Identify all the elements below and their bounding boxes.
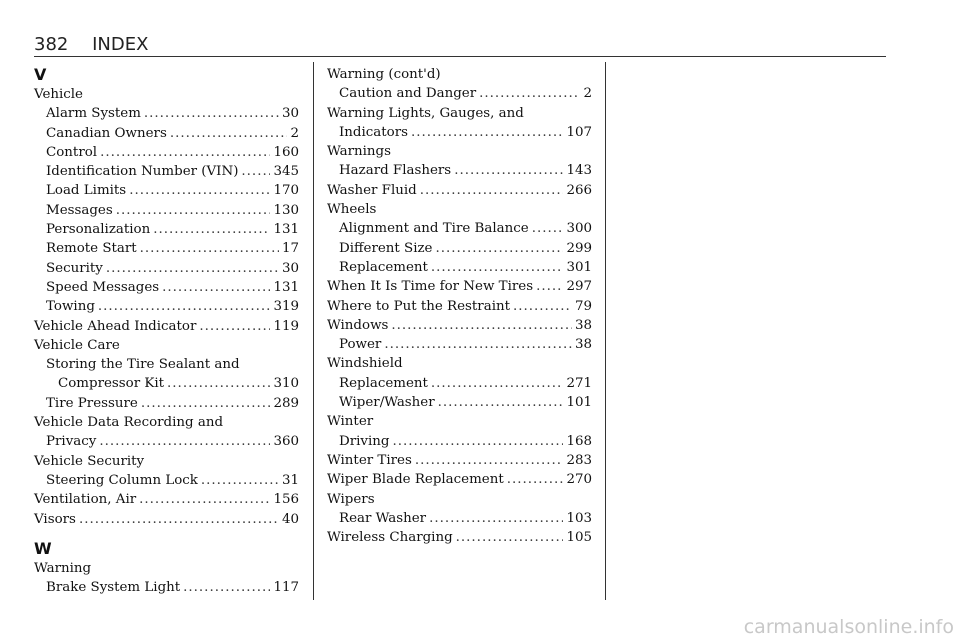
index-page-number: 38 bbox=[574, 317, 592, 333]
index-entry bbox=[327, 528, 592, 547]
index-page-number: 168 bbox=[566, 433, 592, 449]
dot-leader bbox=[153, 220, 270, 239]
index-entry bbox=[327, 239, 592, 258]
index-entry bbox=[327, 335, 592, 354]
dot-leader bbox=[431, 258, 564, 277]
index-entry-text: Alarm System bbox=[46, 106, 141, 122]
index-entry bbox=[327, 470, 592, 489]
dot-leader bbox=[429, 509, 563, 528]
dot-leader bbox=[415, 451, 564, 470]
dot-leader bbox=[98, 297, 271, 316]
column-divider bbox=[313, 62, 314, 600]
index-page-number: 345 bbox=[273, 164, 299, 180]
index-page-number: 360 bbox=[273, 434, 299, 450]
dot-leader bbox=[100, 143, 270, 162]
dot-leader bbox=[162, 278, 270, 297]
index-heading bbox=[327, 412, 592, 431]
dot-leader bbox=[454, 161, 563, 180]
index-entry bbox=[327, 297, 592, 316]
index-page-number: 119 bbox=[273, 318, 299, 334]
index-entry bbox=[34, 220, 299, 239]
index-entry-text: Warning (cont'd) bbox=[327, 67, 441, 82]
dot-leader bbox=[513, 297, 572, 316]
index-page-number: 31 bbox=[281, 472, 299, 488]
index-page-number: 105 bbox=[566, 530, 592, 546]
dot-leader bbox=[141, 394, 271, 413]
index-entry bbox=[327, 219, 592, 238]
index-entry-text: Winter Tires bbox=[327, 452, 412, 468]
index-entry-text: Warning bbox=[34, 560, 92, 576]
index-entry bbox=[327, 277, 592, 296]
index-entry bbox=[327, 161, 592, 180]
index-entry bbox=[34, 432, 299, 451]
index-entry bbox=[327, 258, 592, 277]
index-entry-text: Washer Fluid bbox=[327, 182, 417, 198]
index-page-number: 30 bbox=[281, 260, 299, 276]
index-page-number: 2 bbox=[583, 86, 592, 102]
index-entry-text: Where to Put the Restraint bbox=[327, 298, 510, 314]
dot-leader bbox=[241, 162, 270, 181]
index-page-number: 130 bbox=[273, 202, 299, 218]
dot-leader bbox=[129, 181, 270, 200]
index-entry-text: Wiper/Washer bbox=[339, 395, 435, 411]
index-entry-text: Vehicle Care bbox=[34, 337, 120, 353]
index-entry bbox=[327, 393, 592, 412]
index-entry bbox=[34, 162, 299, 181]
index-entry-text: Replacement bbox=[339, 375, 428, 391]
index-entry-text: Wiper Blade Replacement bbox=[327, 472, 504, 488]
index-entry bbox=[34, 374, 299, 393]
index-heading bbox=[327, 65, 592, 84]
index-page-number: 2 bbox=[290, 125, 299, 141]
index-page-number: 38 bbox=[574, 337, 592, 353]
index-entry-text: Ventilation, Air bbox=[34, 492, 137, 508]
index-heading bbox=[327, 490, 592, 509]
index-entry-text: Security bbox=[46, 260, 103, 276]
index-heading bbox=[327, 142, 592, 161]
dot-leader bbox=[456, 528, 564, 547]
index-entry bbox=[34, 578, 299, 597]
index-page-number: 160 bbox=[273, 144, 299, 160]
index-entry-text: Wheels bbox=[327, 202, 377, 218]
index-entry bbox=[34, 278, 299, 297]
index-entry-text: Wireless Charging bbox=[327, 530, 453, 546]
index-entry bbox=[34, 510, 299, 529]
dot-leader bbox=[106, 259, 279, 278]
index-heading bbox=[34, 413, 299, 432]
dot-leader bbox=[116, 201, 271, 220]
index-entry bbox=[327, 123, 592, 142]
index-entry-text: Wipers bbox=[327, 491, 375, 507]
column-divider bbox=[605, 62, 606, 600]
index-entry-text: Replacement bbox=[339, 259, 428, 275]
index-column-1 bbox=[34, 65, 299, 597]
index-page-number: 299 bbox=[566, 240, 592, 256]
index-entry bbox=[34, 143, 299, 162]
index-entry bbox=[34, 490, 299, 509]
index-heading bbox=[34, 452, 299, 471]
index-entry bbox=[34, 297, 299, 316]
dot-leader bbox=[384, 335, 572, 354]
dot-leader bbox=[201, 471, 279, 490]
index-page-number: 107 bbox=[566, 124, 592, 140]
index-page-number: 283 bbox=[566, 452, 592, 468]
index-page-number: 131 bbox=[273, 222, 299, 238]
dot-leader bbox=[391, 316, 572, 335]
index-entry-text: Compressor Kit bbox=[58, 376, 165, 392]
page-header bbox=[34, 34, 148, 55]
index-page-number: 266 bbox=[566, 182, 592, 198]
index-entry-text: Towing bbox=[46, 299, 95, 315]
dot-leader bbox=[532, 219, 564, 238]
index-page-number: 270 bbox=[566, 472, 592, 488]
index-entry-text: Windows bbox=[327, 317, 389, 333]
index-entry-text: Brake System Light bbox=[46, 580, 181, 596]
index-entry bbox=[327, 509, 592, 528]
dot-leader bbox=[144, 104, 279, 123]
index-entry bbox=[34, 259, 299, 278]
index-entry-text: Indicators bbox=[339, 124, 408, 140]
dot-leader bbox=[507, 470, 564, 489]
dot-leader bbox=[438, 393, 564, 412]
index-entry bbox=[34, 124, 299, 143]
dot-leader bbox=[411, 123, 563, 142]
index-page-number: 301 bbox=[566, 259, 592, 275]
index-heading bbox=[327, 104, 592, 123]
index-page-number: 310 bbox=[273, 376, 299, 392]
index-page-number: 297 bbox=[566, 279, 592, 295]
index-entry-text: Tire Pressure bbox=[46, 395, 138, 411]
index-page-number: 143 bbox=[566, 163, 592, 179]
index-page-number: 289 bbox=[273, 395, 299, 411]
index-entry bbox=[327, 432, 592, 451]
index-entry-text: Vehicle Security bbox=[34, 453, 145, 469]
index-entry-text: When It Is Time for New Tires bbox=[327, 279, 534, 295]
index-entry-text: Windshield bbox=[327, 356, 403, 372]
dot-leader bbox=[420, 181, 564, 200]
dot-leader bbox=[140, 239, 279, 258]
index-page-number: 79 bbox=[574, 298, 592, 314]
index-page-number: 103 bbox=[566, 510, 592, 526]
index-entry bbox=[327, 316, 592, 335]
index-letter-heading: V bbox=[34, 65, 47, 84]
index-heading bbox=[34, 559, 299, 578]
dot-leader bbox=[199, 317, 270, 336]
index-entry-text: Warning Lights, Gauges, and bbox=[327, 105, 524, 121]
dot-leader bbox=[99, 432, 270, 451]
index-entry-text: Different Size bbox=[339, 240, 433, 256]
header-rule bbox=[34, 56, 886, 57]
index-entry-text: Speed Messages bbox=[46, 279, 160, 295]
index-entry-text: Alignment and Tire Balance bbox=[339, 221, 529, 237]
index-page-number: 271 bbox=[566, 375, 592, 391]
index-entry-text: Warnings bbox=[327, 144, 391, 160]
index-entry bbox=[34, 317, 299, 336]
page-number: 382 bbox=[34, 34, 69, 55]
index-page-number: 300 bbox=[566, 221, 592, 237]
index-entry-text: Storing the Tire Sealant and bbox=[46, 357, 240, 373]
index-entry bbox=[327, 374, 592, 393]
index-entry-text: Visors bbox=[34, 511, 76, 527]
index-letter-heading: W bbox=[34, 538, 52, 558]
index-entry-text: Personalization bbox=[46, 222, 151, 238]
index-heading bbox=[327, 354, 592, 373]
page-title: INDEX bbox=[92, 34, 149, 55]
index-entry-text: Vehicle Ahead Indicator bbox=[34, 318, 197, 334]
index-entry bbox=[34, 471, 299, 490]
dot-leader bbox=[170, 124, 288, 143]
dot-leader bbox=[139, 490, 270, 509]
index-entry-text: Power bbox=[339, 337, 382, 353]
index-entry-text: Vehicle Data Recording and bbox=[34, 415, 224, 431]
index-column-2 bbox=[327, 65, 592, 547]
index-page-number: 156 bbox=[273, 492, 299, 508]
index-entry-text: Privacy bbox=[46, 434, 97, 450]
index-entry bbox=[34, 239, 299, 258]
index-entry-text: Hazard Flashers bbox=[339, 163, 452, 179]
index-page-number: 131 bbox=[273, 279, 299, 295]
dot-leader bbox=[431, 374, 564, 393]
index-entry bbox=[34, 181, 299, 200]
dot-leader bbox=[435, 239, 563, 258]
index-page-number: 101 bbox=[566, 395, 592, 411]
index-entry-text: Control bbox=[46, 144, 98, 160]
index-entry-text: Vehicle bbox=[34, 87, 83, 102]
index-page-number: 17 bbox=[281, 241, 299, 257]
index-entry-text: Identification Number (VIN) bbox=[46, 164, 239, 180]
index-page-number: 30 bbox=[281, 106, 299, 122]
index-entry bbox=[327, 181, 592, 200]
dot-leader bbox=[183, 578, 270, 597]
index-heading bbox=[327, 200, 592, 219]
index-entry bbox=[34, 201, 299, 220]
dot-leader bbox=[392, 432, 563, 451]
index-heading bbox=[34, 85, 299, 104]
index-entry-text: Rear Washer bbox=[339, 510, 427, 526]
index-page-number: 40 bbox=[281, 511, 299, 527]
index-page-number: 117 bbox=[273, 580, 299, 596]
index-page-number: 319 bbox=[273, 299, 299, 315]
index-entry bbox=[327, 84, 592, 103]
index-entry bbox=[34, 104, 299, 123]
dot-leader bbox=[536, 277, 563, 296]
index-entry-text: Remote Start bbox=[46, 241, 137, 257]
index-entry-text: Canadian Owners bbox=[46, 125, 167, 141]
index-page-number: 170 bbox=[273, 183, 299, 199]
index-entry bbox=[327, 451, 592, 470]
index-entry bbox=[34, 394, 299, 413]
index-entry-text: Caution and Danger bbox=[339, 86, 477, 102]
dot-leader bbox=[479, 84, 580, 103]
index-heading bbox=[34, 355, 299, 374]
watermark: carmanualsonline.info bbox=[743, 616, 954, 638]
index-heading bbox=[34, 336, 299, 355]
index-entry-text: Steering Column Lock bbox=[46, 472, 198, 488]
index-entry-text: Messages bbox=[46, 202, 113, 218]
dot-leader bbox=[79, 510, 279, 529]
index-entry-text: Driving bbox=[339, 433, 390, 449]
dot-leader bbox=[167, 374, 270, 393]
index-entry-text: Winter bbox=[327, 414, 374, 430]
index-entry-text: Load Limits bbox=[46, 183, 127, 199]
